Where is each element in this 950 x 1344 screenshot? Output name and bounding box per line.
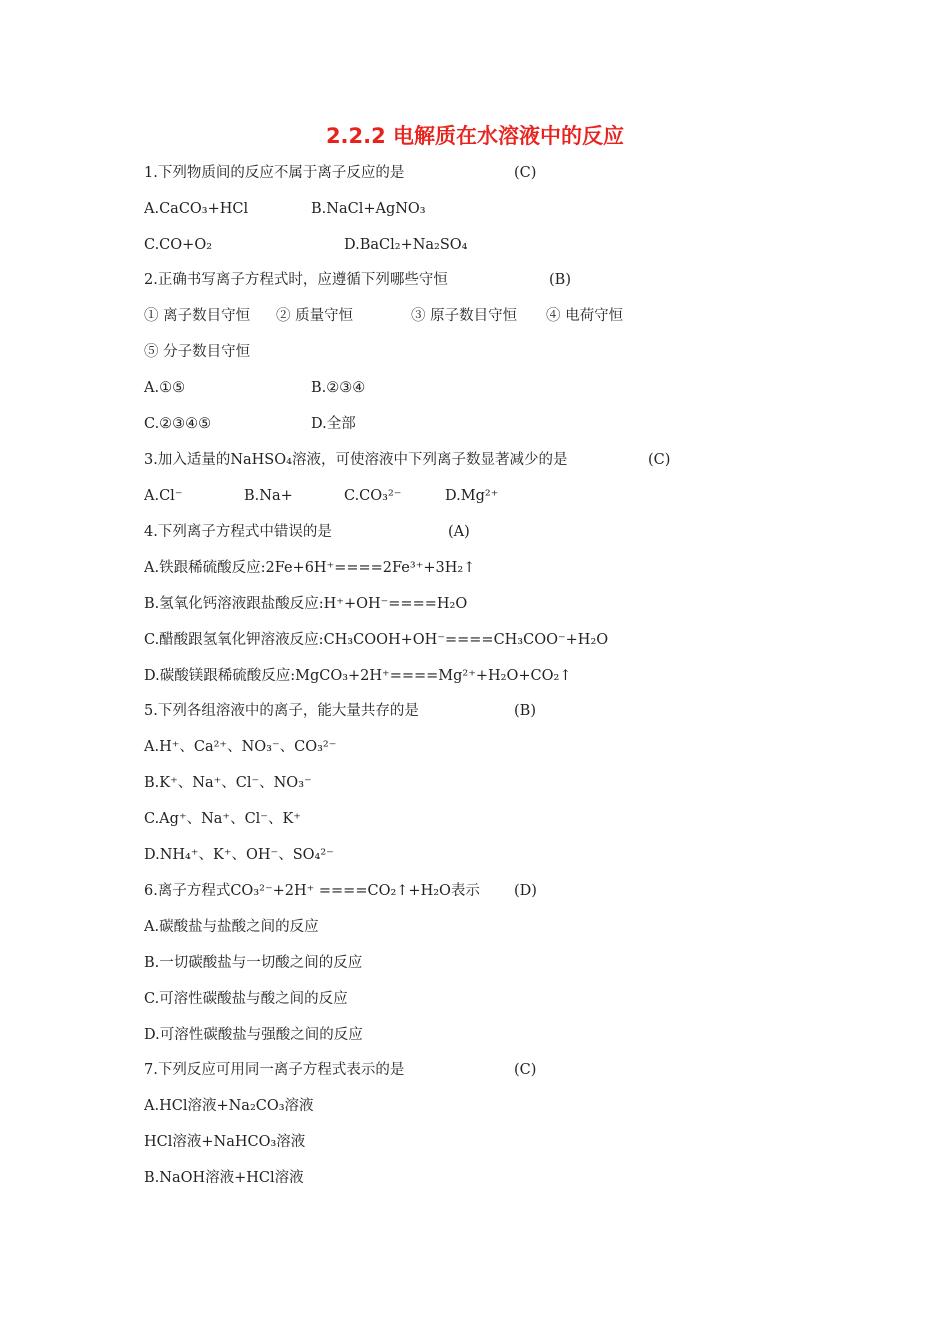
question-2-item-3: ③ 原子数目守恒 [411, 308, 518, 324]
question-1-answer: (C) [514, 165, 537, 181]
question-6-option-a: A.碳酸盐与盐酸之间的反应 [144, 919, 319, 935]
question-4-stem: 4.下列离子方程式中错误的是 [144, 524, 332, 540]
question-4-option-b: B.氢氧化钙溶液跟盐酸反应:H⁺+OH⁻====H₂O [144, 596, 468, 612]
question-1-option-b: B.NaCl+AgNO₃ [311, 201, 426, 217]
question-1-option-a: A.CaCO₃+HCl [144, 201, 249, 217]
question-6-answer: (D) [514, 883, 537, 899]
question-3-option-b: B.Na+ [244, 488, 293, 504]
question-6-option-c: C.可溶性碳酸盐与酸之间的反应 [144, 991, 348, 1007]
question-1-stem: 1.下列物质间的反应不属于离子反应的是 [144, 165, 405, 181]
question-5-option-d: D.NH₄⁺、K⁺、OH⁻、SO₄²⁻ [144, 847, 334, 863]
question-4-answer: (A) [448, 524, 470, 540]
question-7-option-a-line-2: HCl溶液+NaHCO₃溶液 [144, 1134, 306, 1150]
question-2-item-4: ④ 电荷守恒 [546, 308, 624, 324]
question-6-option-d: D.可溶性碳酸盐与强酸之间的反应 [144, 1027, 363, 1043]
question-6-option-b: B.一切碳酸盐与一切酸之间的反应 [144, 955, 363, 971]
question-2-option-b: B.②③④ [311, 380, 366, 396]
page-title: 2.2.2 电解质在水溶液中的反应 [325, 124, 625, 148]
question-2-option-d: D.全部 [311, 416, 356, 432]
question-3-answer: (C) [648, 452, 671, 468]
question-5-stem: 5.下列各组溶液中的离子，能大量共存的是 [144, 703, 419, 719]
question-2-item-1: ① 离子数目守恒 [144, 308, 251, 324]
question-2-option-c: C.②③④⑤ [144, 416, 212, 432]
question-5-option-a: A.H⁺、Ca²⁺、NO₃⁻、CO₃²⁻ [144, 739, 337, 755]
question-7-stem: 7.下列反应可用同一离子方程式表示的是 [144, 1062, 405, 1078]
question-7-option-a-line-1: A.HCl溶液+Na₂CO₃溶液 [144, 1098, 314, 1114]
question-2-stem: 2.正确书写离子方程式时，应遵循下列哪些守恒 [144, 272, 448, 288]
question-2-item-5: ⑤ 分子数目守恒 [144, 344, 251, 360]
question-3-option-c: C.CO₃²⁻ [344, 488, 402, 504]
question-4-option-d: D.碳酸镁跟稀硫酸反应:MgCO₃+2H⁺====Mg²⁺+H₂O+CO₂↑ [144, 668, 572, 684]
question-7-option-b-line-1: B.NaOH溶液+HCl溶液 [144, 1170, 304, 1186]
question-2-item-2: ② 质量守恒 [276, 308, 354, 324]
question-5-option-b: B.K⁺、Na⁺、Cl⁻、NO₃⁻ [144, 775, 312, 791]
question-2-option-a: A.①⑤ [144, 380, 186, 396]
question-3-stem: 3.加入适量的NaHSO₄溶液，可使溶液中下列离子数显著减少的是 [144, 452, 568, 468]
question-3-option-d: D.Mg²⁺ [445, 488, 499, 504]
question-2-answer: (B) [549, 272, 571, 288]
question-1-option-c: C.CO+O₂ [144, 237, 213, 253]
question-3-option-a: A.Cl⁻ [144, 488, 183, 504]
question-1-option-d: D.BaCl₂+Na₂SO₄ [344, 237, 468, 253]
question-7-answer: (C) [514, 1062, 537, 1078]
question-5-option-c: C.Ag⁺、Na⁺、Cl⁻、K⁺ [144, 811, 301, 827]
question-5-answer: (B) [514, 703, 536, 719]
question-4-option-c: C.醋酸跟氢氧化钾溶液反应:CH₃COOH+OH⁻====CH₃COO⁻+H₂O [144, 632, 609, 648]
question-6-stem: 6.离子方程式CO₃²⁻+2H⁺ ====CO₂↑+H₂O表示 [144, 883, 480, 899]
question-4-option-a: A.铁跟稀硫酸反应:2Fe+6H⁺====2Fe³⁺+3H₂↑ [144, 560, 476, 576]
